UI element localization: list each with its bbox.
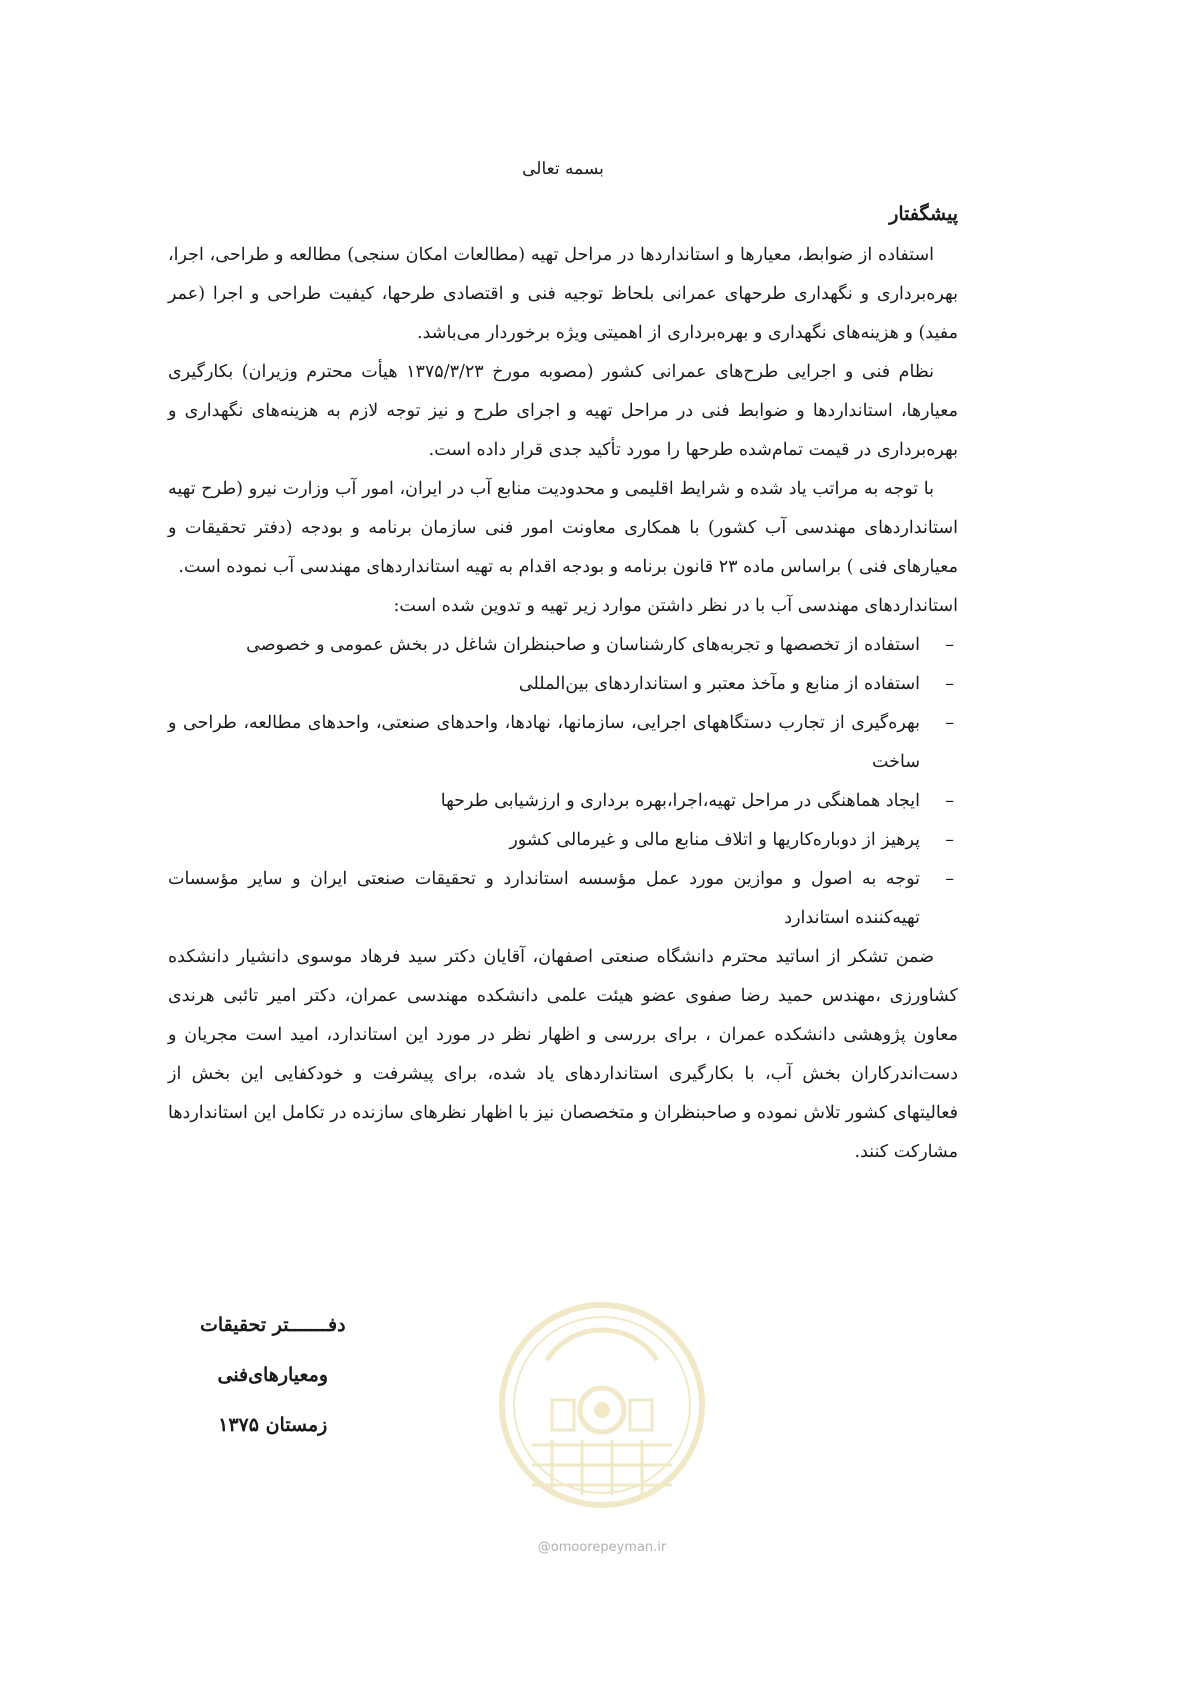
criteria-list bbox=[168, 626, 958, 938]
paragraph-1: استفاده از ضوابط، معیارها و استانداردها در مراحل تهیه (مطالعات امکان سنجی) مطالعه و طراحی، اجرا، بهره‌برداری و نگهداری طرحهای عمرانی بلحاظ توجیه فنی و اقتصادی طرحها، کیفیت طراحی و اجرا (عمر مفید) و هزینه‌های نگهداری و بهره‌برداری از اهمیتی ویژه برخوردار می‌باشد. bbox=[168, 245, 958, 343]
signature-date: زمستان ۱۳۷۵ bbox=[218, 1414, 328, 1436]
preface-title: پیشگفتار bbox=[889, 203, 958, 225]
watermark-seal-icon bbox=[492, 1290, 712, 1570]
paragraph-2: نظام فنی و اجرایی طرح‌های عمرانی کشور (مصوبه مورخ ۱۳۷۵/۳/۲۳ هیأت محترم وزیران) بکارگیری معیارها، استانداردها و ضوابط فنی در مراحل تهیه و اجرای طرح و نیز توجه لازم به هزینه‌های نگهداری و بهره‌برداری در قیمت تمام‌شده طرحها را مورد تأکید جدی قرار داده است. bbox=[168, 362, 958, 460]
preface-content bbox=[168, 150, 958, 1172]
list-item: – بهره‌گیری از تجارب دستگاههای اجرایی، سازمانها، نهادها، واحدهای صنعتی، واحدهای مطالعه، طراحی و ساخت bbox=[168, 704, 954, 782]
list-item: – توجه به اصول و موازین مورد عمل مؤسسه استاندارد و تحقیقات صنعتی ایران و سایر مؤسسات تهیه‌کننده استاندارد bbox=[168, 860, 954, 938]
list-item: – استفاده از منابع و مآخذ معتبر و استانداردهای بین‌المللی bbox=[168, 665, 954, 704]
list-item: – ایجاد هماهنگی در مراحل تهیه،اجرا،بهره برداری و ارزشیابی طرحها bbox=[168, 782, 954, 821]
list-item: – پرهیز از دوباره‌کاریها و اتلاف منابع مالی و غیرمالی کشور bbox=[168, 821, 954, 860]
paragraph-4: استانداردهای مهندسی آب با در نظر داشتن موارد زیر تهیه و تدوین شده است: bbox=[393, 596, 958, 616]
paragraph-5: ضمن تشکر از اساتید محترم دانشگاه صنعتی اصفهان، آقایان دکتر سید فرهاد موسوی دانشیار دانشکده کشاورزی ،مهندس حمید رضا صفوی عضو هیئت علمی دانشکده مهندسی عمران، دکتر امیر تائبی هرندی معاون پژوهشی دانشکده عمران ، برای بررسی و اظهار نظر در مورد این استاندارد، امید است مجریان و دست‌اندرکاران بخش آب، با بکارگیری استانداردهای یاد شده، برای پیشرفت و خودکفایی این بخش از فعالیتهای کشور تلاش نموده و صاحبنظران و متخصصان نیز با اظهار نظرهای سازنده در تکامل این استانداردها مشارکت کنند. bbox=[168, 947, 958, 1162]
watermark-url: @omoorepeyman.ir bbox=[537, 1540, 667, 1555]
basmala-heading: بسمه تعالی bbox=[522, 159, 604, 179]
list-item: – استفاده از تخصصها و تجربه‌های کارشناسان و صاحبنظران شاغل در بخش عمومی و خصوصی bbox=[168, 626, 954, 665]
signature-block bbox=[200, 1300, 346, 1450]
signature-office: دفـــــــتر تحقیقات bbox=[200, 1314, 346, 1336]
signature-department: ومعیارهای‌فنی bbox=[217, 1364, 329, 1386]
paragraph-3: با توجه به مراتب یاد شده و شرایط اقلیمی و محدودیت منابع آب در ایران، امور آب وزارت نیرو (طرح تهیه استانداردهای مهندسی آب کشور) با همکاری معاونت امور فنی سازمان برنامه و بودجه (دفتر تحقیقات و معیارهای فنی ) براساس ماده ۲۳ قانون برنامه و بودجه اقدام به تهیه استانداردهای مهندسی آب نموده است. bbox=[168, 479, 958, 577]
